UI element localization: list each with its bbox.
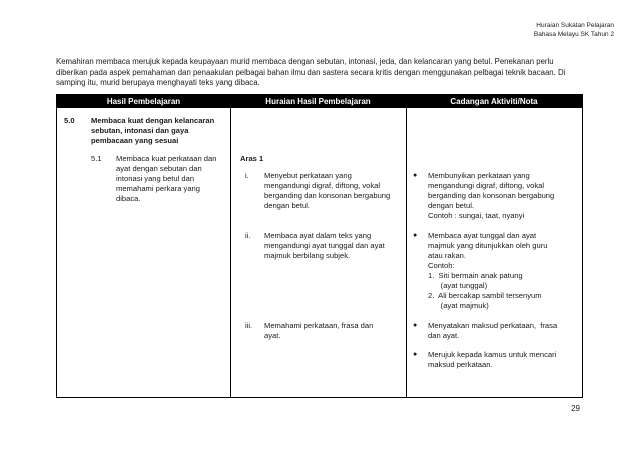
sub-outcome-line: ayat dengan sebutan dan [116,164,202,173]
column-header-activities: Cadangan Aktiviti/Nota [450,97,538,106]
sub-outcome-line: memahami perkara yang [116,184,200,193]
bullet-icon: ● [413,322,418,329]
description-number: ii. [245,231,251,240]
sub-outcome-line: intonasi yang betul dan [116,174,195,183]
activity-line: Merujuk kepada kamus untuk mencari [428,350,557,359]
activity-line: dan ayat. [428,331,460,340]
activity-line: maksud perkataan. [428,360,493,369]
description-line: Membaca ayat dalam teks yang [264,231,372,240]
description-line: ayat. [264,331,281,340]
description-number: iii. [245,321,253,330]
running-header-title: Huraian Sukatan Pelajaran [536,22,614,29]
activity-line: 1. Siti bermain anak patung [428,271,523,280]
outcome-title-line: Membaca kuat dengan kelancaran [91,116,215,125]
activity-line: 2. Ali bercakap sambil tersenyum [428,291,542,300]
outcome-title-line: pembacaan yang sesuai [91,136,179,145]
activity-line: majmuk yang ditunjukkan oleh guru [428,241,548,250]
description-line: Menyebut perkataan yang [264,171,352,180]
running-header-subject: Bahasa Melayu SK Tahun 2 [533,31,614,38]
bullet-icon: ● [413,351,418,358]
page-number: 29 [571,404,580,413]
description-line: Memahami perkataan, frasa dan [264,321,374,330]
activity-line: atau rakan. [428,251,466,260]
activity-line: berganding dan konsonan bergabung [428,191,555,200]
activity-line: Contoh : sungai, taat, nyanyi [428,211,525,220]
outcome-title-line: sebutan, intonasi dan gaya [91,126,189,135]
column-header-descriptions: Huraian Hasil Pembelajaran [265,97,371,106]
level-label: Aras 1 [240,154,264,163]
activity-line: Menyatakan maksud perkataan, frasa [428,321,558,330]
description-line: berganding dan konsonan bergabung [264,191,391,200]
activity-line: Membunyikan perkataan yang [428,171,530,180]
column-header-outcomes: Hasil Pembelajaran [106,97,181,106]
description-line: mengandungi ayat tunggal dan ayat [264,241,385,250]
sub-outcome-number: 5.1 [91,154,102,163]
bullet-icon: ● [413,232,418,239]
description-line: majmuk berbilang subjek. [264,251,351,260]
syllabus-table [56,94,583,398]
bullet-icon: ● [413,172,418,179]
outcome-number: 5.0 [64,116,75,125]
activity-line: mengandungi digraf, diftong, vokal [428,181,545,190]
column-divider [230,95,231,397]
sub-outcome-line: Membaca kuat perkataan dan [116,154,217,163]
description-line: dengan betul. [264,201,311,210]
activity-line: Membaca ayat tunggal dan ayat [428,231,537,240]
column-divider [406,95,407,397]
activity-line: (ayat majmuk) [428,301,489,310]
activity-line: Contoh: [428,261,455,270]
description-number: i. [245,171,249,180]
intro-paragraph: Kemahiran membaca merujuk kepada keupayaan murid membaca dengan sebutan, intonasi, jeda, dan kelancaran yang betul. Penekanan perlu diberikan pada aspek pemahaman dan penaakulan pelbagai bahan ilmu dan sastera secara kritis dengan menggunakan pelbagai teknik bacaan. Di samping itu, murid berupaya menghayati teks yang dibaca. [56,57,566,88]
activity-line: (ayat tunggal) [428,281,488,290]
description-line: mengandungi digraf, diftong, vokal [264,181,381,190]
sub-outcome-line: dibaca. [116,194,141,203]
activity-line: dengan betul. [428,201,475,210]
